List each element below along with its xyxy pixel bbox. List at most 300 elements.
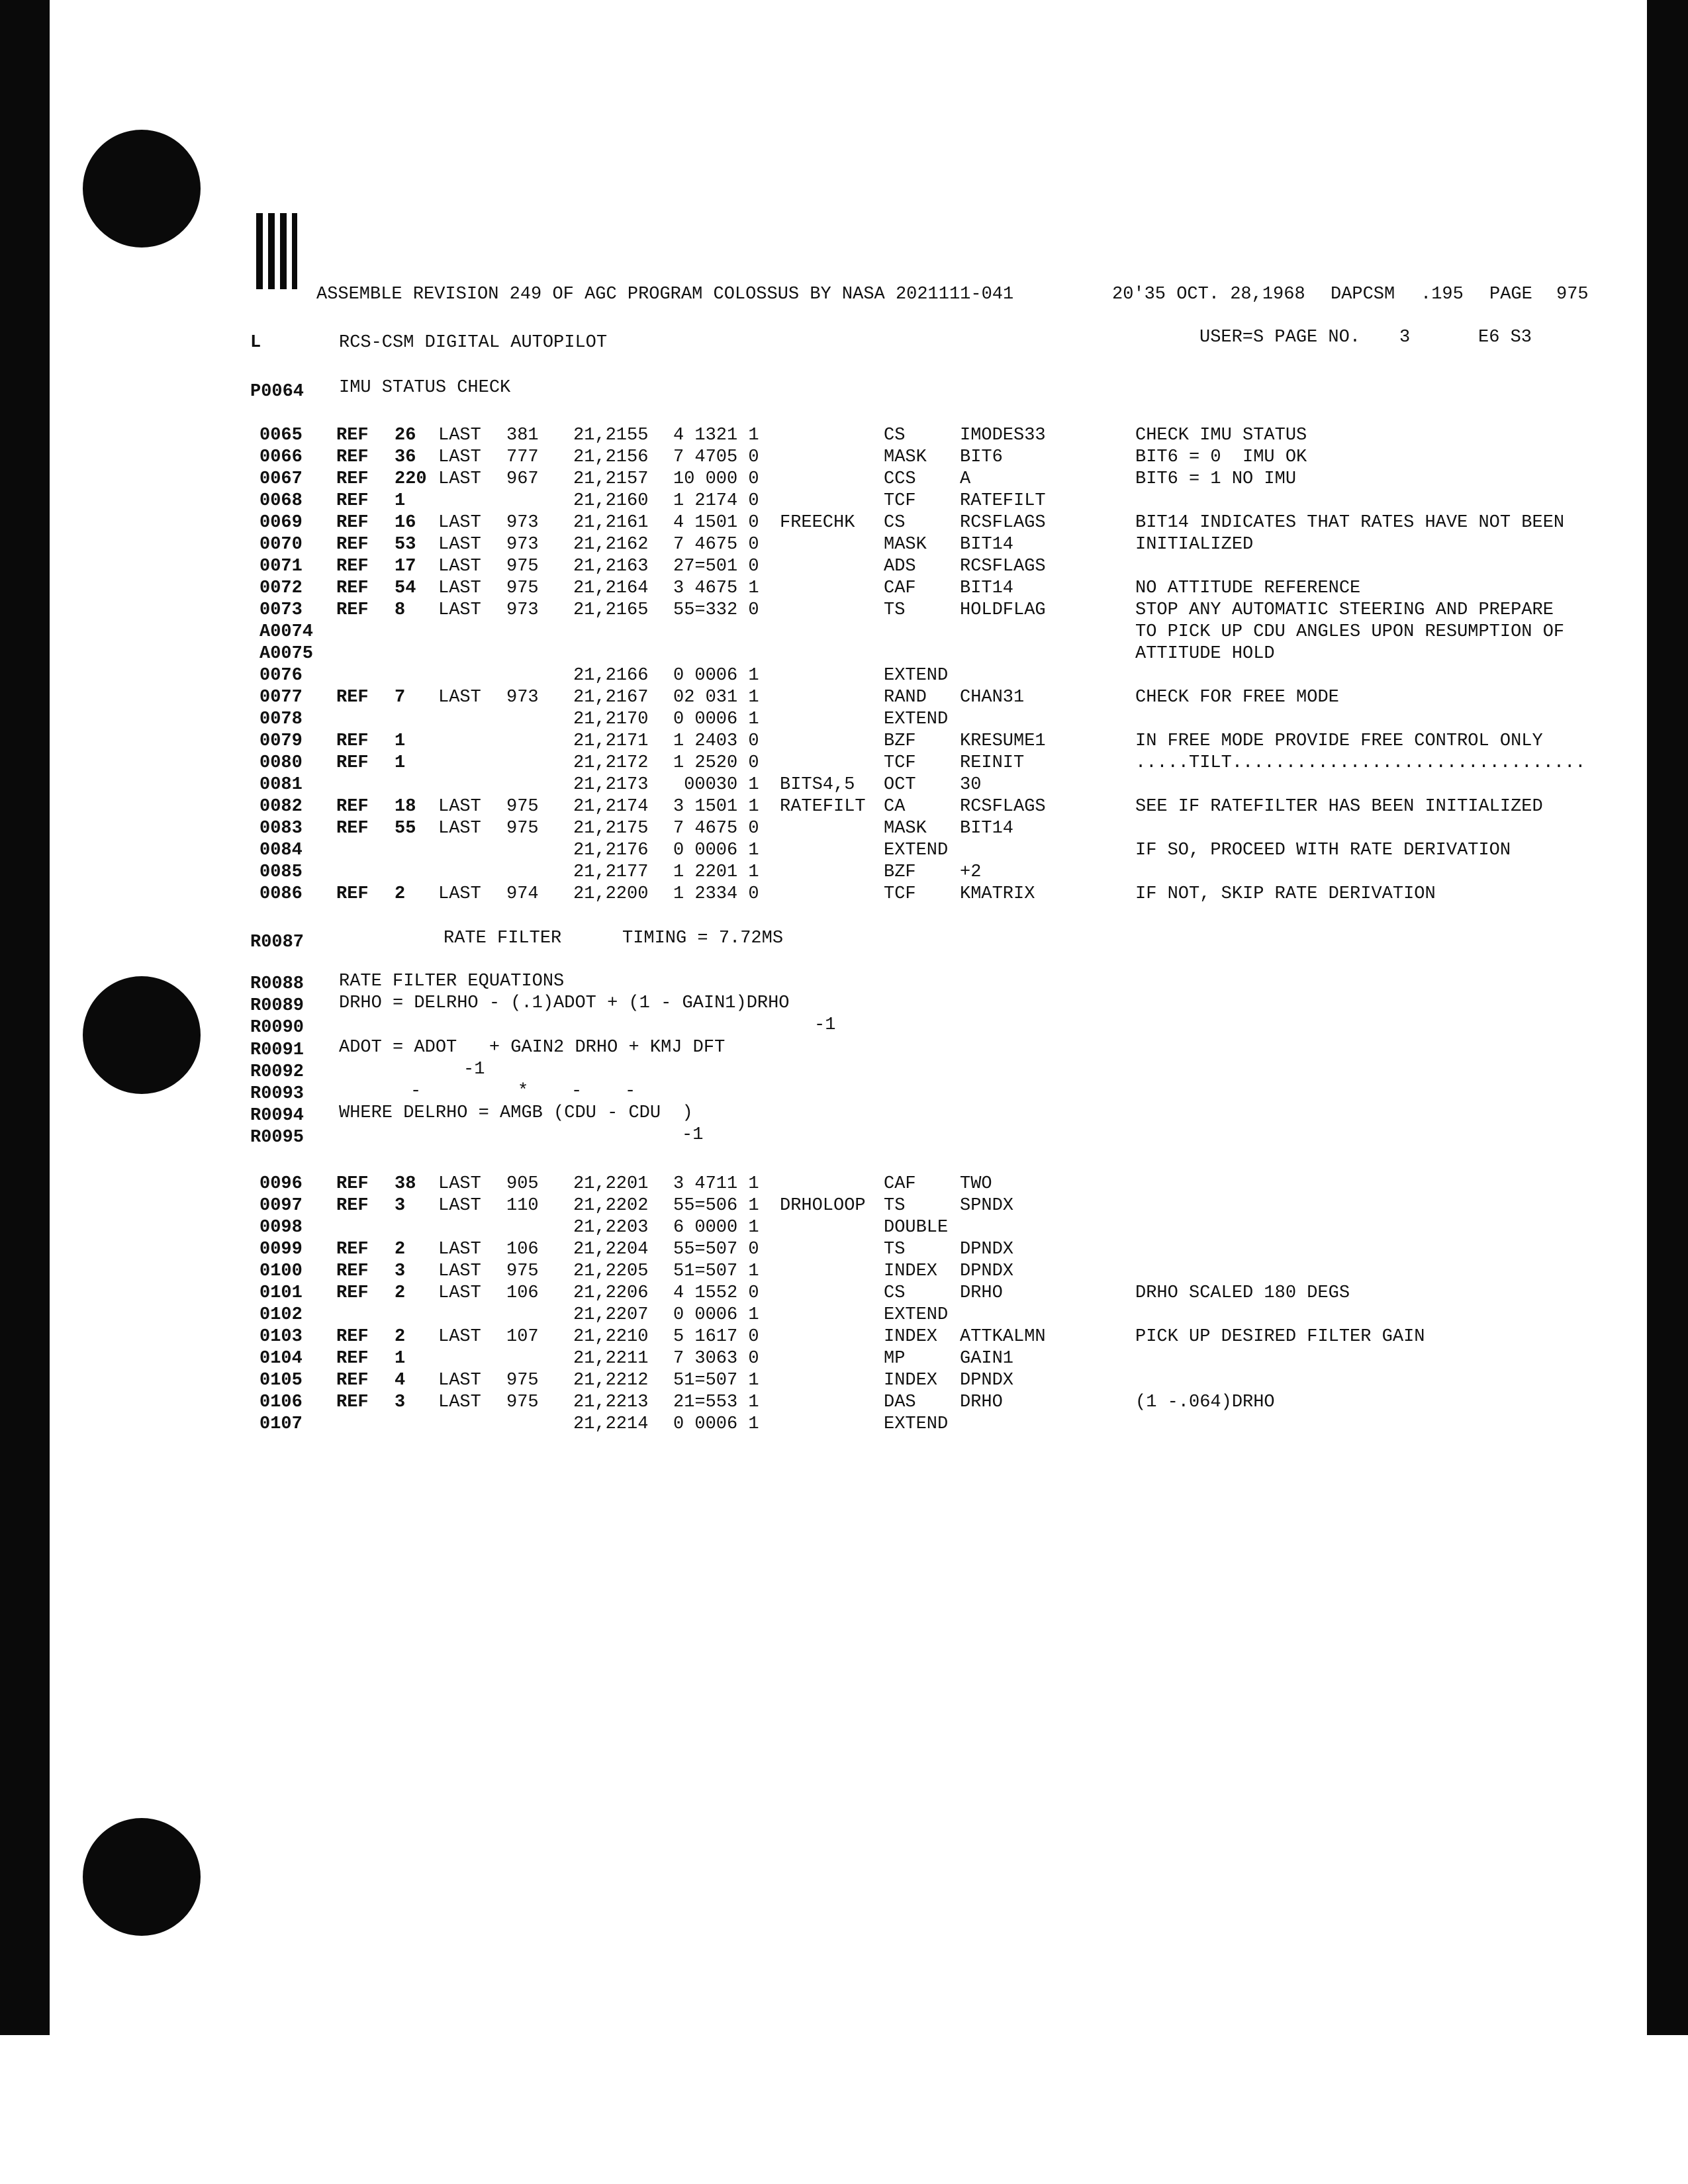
line-number: 0067 xyxy=(259,469,303,489)
section-title: RCS-CSM DIGITAL AUTOPILOT xyxy=(339,333,608,353)
ref-keyword: REF xyxy=(336,1261,369,1281)
user-page-number: 3 xyxy=(1399,328,1411,347)
address: 21,2163 xyxy=(573,557,649,576)
last-line: 975 xyxy=(506,797,539,817)
last-keyword: LAST xyxy=(438,819,481,839)
user-page-label: USER=S PAGE NO. xyxy=(1199,328,1361,347)
opcode: MASK xyxy=(884,447,927,467)
opcode: OCT xyxy=(884,775,916,795)
header-module: DAPCSM xyxy=(1331,285,1395,304)
address: 21,2170 xyxy=(573,709,649,729)
octal-code: 0 0006 1 xyxy=(673,666,759,686)
equation-text: -1 xyxy=(463,1060,485,1079)
line-number: 0065 xyxy=(259,426,303,445)
line-id: R0091 xyxy=(250,1040,305,1060)
last-line: 110 xyxy=(506,1196,539,1216)
line-id: R0094 xyxy=(250,1106,305,1126)
operand: KMATRIX xyxy=(960,884,1035,904)
operand: TWO xyxy=(960,1174,992,1194)
comment: BIT14 INDICATES THAT RATES HAVE NOT BEEN xyxy=(1135,513,1565,533)
opcode: CA xyxy=(884,797,906,817)
line-number: 0077 xyxy=(259,688,303,707)
last-line: 973 xyxy=(506,600,539,620)
opcode: MASK xyxy=(884,535,927,555)
line-number: 0073 xyxy=(259,600,303,620)
line-number: 0078 xyxy=(259,709,303,729)
address: 21,2177 xyxy=(573,862,649,882)
line-id: R0089 xyxy=(250,996,305,1016)
ref-count: 3 xyxy=(395,1196,406,1216)
opcode: DOUBLE xyxy=(884,1218,949,1238)
header-number: .195 xyxy=(1421,285,1464,304)
ref-count: 16 xyxy=(395,513,416,533)
ref-count: 18 xyxy=(395,797,416,817)
operand: ATTKALMN xyxy=(960,1327,1046,1347)
operand: RCSFLAGS xyxy=(960,557,1046,576)
operand: DPNDX xyxy=(960,1371,1014,1390)
operand: CHAN31 xyxy=(960,688,1025,707)
opcode: MASK xyxy=(884,819,927,839)
octal-code: 4 1552 0 xyxy=(673,1283,759,1303)
ref-count: 26 xyxy=(395,426,416,445)
ref-count: 2 xyxy=(395,1283,406,1303)
address: 21,2212 xyxy=(573,1371,649,1390)
opcode: BZF xyxy=(884,731,916,751)
ref-count: 1 xyxy=(395,753,406,773)
binder-mark xyxy=(256,213,263,289)
address: 21,2174 xyxy=(573,797,649,817)
last-line: 777 xyxy=(506,447,539,467)
operand: DPNDX xyxy=(960,1261,1014,1281)
line-number: 0070 xyxy=(259,535,303,555)
line-number: 0079 xyxy=(259,731,303,751)
comment: IN FREE MODE PROVIDE FREE CONTROL ONLY xyxy=(1135,731,1543,751)
opcode: TS xyxy=(884,1196,906,1216)
line-id: R0093 xyxy=(250,1084,305,1104)
line-number: A0075 xyxy=(259,644,314,664)
octal-code: 3 4711 1 xyxy=(673,1174,759,1194)
line-id: P0064 xyxy=(250,382,305,402)
binder-mark xyxy=(268,213,275,289)
operand: KRESUME1 xyxy=(960,731,1046,751)
line-number: 0069 xyxy=(259,513,303,533)
operand: RATEFILT xyxy=(960,491,1046,511)
line-number: 0101 xyxy=(259,1283,303,1303)
opcode: TS xyxy=(884,600,906,620)
comment: .....TILT................................. xyxy=(1135,753,1586,773)
octal-code: 1 2174 0 xyxy=(673,491,759,511)
operand: RCSFLAGS xyxy=(960,797,1046,817)
opcode: CAF xyxy=(884,1174,916,1194)
line-number: 0066 xyxy=(259,447,303,467)
ref-count: 4 xyxy=(395,1371,406,1390)
equation-text: WHERE DELRHO = AMGB (CDU - CDU ) xyxy=(339,1103,693,1123)
last-line: 381 xyxy=(506,426,539,445)
comment: TO PICK UP CDU ANGLES UPON RESUMPTION OF xyxy=(1135,622,1565,642)
last-line: 975 xyxy=(506,578,539,598)
line-number: A0074 xyxy=(259,622,314,642)
line-number: 0105 xyxy=(259,1371,303,1390)
octal-code: 0 0006 1 xyxy=(673,709,759,729)
ref-keyword: REF xyxy=(336,600,369,620)
octal-code: 00030 1 xyxy=(673,775,759,795)
opcode: EXTEND xyxy=(884,666,949,686)
ref-keyword: REF xyxy=(336,426,369,445)
line-number: 0096 xyxy=(259,1174,303,1194)
opcode: CS xyxy=(884,513,906,533)
last-line: 106 xyxy=(506,1283,539,1303)
octal-code: 3 1501 1 xyxy=(673,797,759,817)
line-id: R0087 xyxy=(250,933,305,952)
opcode: INDEX xyxy=(884,1371,938,1390)
ref-count: 1 xyxy=(395,731,406,751)
address: 21,2167 xyxy=(573,688,649,707)
last-line: 107 xyxy=(506,1327,539,1347)
last-keyword: LAST xyxy=(438,447,481,467)
comment: PICK UP DESIRED FILTER GAIN xyxy=(1135,1327,1425,1347)
address: 21,2162 xyxy=(573,535,649,555)
address: 21,2157 xyxy=(573,469,649,489)
ref-keyword: REF xyxy=(336,797,369,817)
last-line: 975 xyxy=(506,557,539,576)
octal-code: 1 2334 0 xyxy=(673,884,759,904)
scan-edge-right xyxy=(1647,0,1688,2035)
address: 21,2165 xyxy=(573,600,649,620)
line-prefix: L xyxy=(250,333,261,353)
ref-count: 3 xyxy=(395,1392,406,1412)
last-line: 905 xyxy=(506,1174,539,1194)
octal-code: 21=553 1 xyxy=(673,1392,759,1412)
line-number: 0084 xyxy=(259,841,303,860)
comment: SEE IF RATEFILTER HAS BEEN INITIALIZED xyxy=(1135,797,1543,817)
opcode: RAND xyxy=(884,688,927,707)
opcode: TS xyxy=(884,1240,906,1259)
equation-text: ADOT = ADOT + GAIN2 DRHO + KMJ DFT xyxy=(339,1038,726,1058)
binder-mark xyxy=(280,213,287,289)
octal-code: 1 2520 0 xyxy=(673,753,759,773)
line-number: 0080 xyxy=(259,753,303,773)
opcode: EXTEND xyxy=(884,1414,949,1434)
address: 21,2172 xyxy=(573,753,649,773)
opcode: EXTEND xyxy=(884,1305,949,1325)
octal-code: 7 3063 0 xyxy=(673,1349,759,1369)
address: 21,2161 xyxy=(573,513,649,533)
last-keyword: LAST xyxy=(438,1283,481,1303)
operand: REINIT xyxy=(960,753,1025,773)
octal-code: 0 0006 1 xyxy=(673,841,759,860)
scan-edge-left xyxy=(0,0,50,2035)
comment: BIT6 = 1 NO IMU xyxy=(1135,469,1297,489)
ref-count: 2 xyxy=(395,1327,406,1347)
operand: BIT6 xyxy=(960,447,1003,467)
ref-keyword: REF xyxy=(336,447,369,467)
last-line: 975 xyxy=(506,819,539,839)
address: 21,2202 xyxy=(573,1196,649,1216)
octal-code: 55=332 0 xyxy=(673,600,759,620)
octal-code: 7 4705 0 xyxy=(673,447,759,467)
ref-count: 38 xyxy=(395,1174,416,1194)
line-number: 0102 xyxy=(259,1305,303,1325)
last-keyword: LAST xyxy=(438,1261,481,1281)
address: 21,2213 xyxy=(573,1392,649,1412)
ref-keyword: REF xyxy=(336,1240,369,1259)
octal-code: 51=507 1 xyxy=(673,1371,759,1390)
octal-code: 4 1501 0 xyxy=(673,513,759,533)
last-line: 975 xyxy=(506,1261,539,1281)
equation-text: - * - - xyxy=(410,1081,636,1101)
octal-code: 02 031 1 xyxy=(673,688,759,707)
octal-code: 1 2201 1 xyxy=(673,862,759,882)
octal-code: 55=507 0 xyxy=(673,1240,759,1259)
ref-keyword: REF xyxy=(336,1327,369,1347)
octal-code: 0 0006 1 xyxy=(673,1305,759,1325)
punch-hole-top xyxy=(83,130,201,248)
comment: INITIALIZED xyxy=(1135,535,1254,555)
operand: BIT14 xyxy=(960,578,1014,598)
comment: ATTITUDE HOLD xyxy=(1135,644,1275,664)
line-number: 0106 xyxy=(259,1392,303,1412)
octal-code: 3 4675 1 xyxy=(673,578,759,598)
last-keyword: LAST xyxy=(438,1196,481,1216)
ref-keyword: REF xyxy=(336,491,369,511)
operand: DPNDX xyxy=(960,1240,1014,1259)
octal-code: 7 4675 0 xyxy=(673,535,759,555)
ref-keyword: REF xyxy=(336,1174,369,1194)
last-line: 975 xyxy=(506,1392,539,1412)
last-line: 975 xyxy=(506,1371,539,1390)
equation-text: -1 xyxy=(814,1015,836,1035)
ref-keyword: REF xyxy=(336,557,369,576)
line-number: 0083 xyxy=(259,819,303,839)
opcode: TCF xyxy=(884,491,916,511)
last-keyword: LAST xyxy=(438,535,481,555)
last-keyword: LAST xyxy=(438,1392,481,1412)
operand: IMODES33 xyxy=(960,426,1046,445)
address: 21,2210 xyxy=(573,1327,649,1347)
opcode: DAS xyxy=(884,1392,916,1412)
last-line: 973 xyxy=(506,535,539,555)
opcode: BZF xyxy=(884,862,916,882)
ref-keyword: REF xyxy=(336,884,369,904)
last-keyword: LAST xyxy=(438,1327,481,1347)
octal-code: 51=507 1 xyxy=(673,1261,759,1281)
ref-count: 2 xyxy=(395,884,406,904)
opcode: EXTEND xyxy=(884,841,949,860)
line-number: 0082 xyxy=(259,797,303,817)
ref-keyword: REF xyxy=(336,513,369,533)
comment: STOP ANY AUTOMATIC STEERING AND PREPARE xyxy=(1135,600,1554,620)
line-number: 0100 xyxy=(259,1261,303,1281)
last-keyword: LAST xyxy=(438,1240,481,1259)
ref-keyword: REF xyxy=(336,753,369,773)
last-line: 106 xyxy=(506,1240,539,1259)
line-id: R0092 xyxy=(250,1062,305,1082)
line-number: 0099 xyxy=(259,1240,303,1259)
ref-keyword: REF xyxy=(336,819,369,839)
ref-count: 17 xyxy=(395,557,416,576)
opcode: TCF xyxy=(884,753,916,773)
line-number: 0103 xyxy=(259,1327,303,1347)
last-keyword: LAST xyxy=(438,884,481,904)
line-id: R0088 xyxy=(250,974,305,994)
line-number: 0072 xyxy=(259,578,303,598)
last-keyword: LAST xyxy=(438,797,481,817)
last-keyword: LAST xyxy=(438,600,481,620)
comment: DRHO SCALED 180 DEGS xyxy=(1135,1283,1350,1303)
ref-count: 2 xyxy=(395,1240,406,1259)
address: 21,2203 xyxy=(573,1218,649,1238)
header-page-label: PAGE xyxy=(1489,285,1532,304)
equation-text: -1 xyxy=(682,1125,704,1145)
ref-keyword: REF xyxy=(336,535,369,555)
octal-code: 55=506 1 xyxy=(673,1196,759,1216)
line-number: 0076 xyxy=(259,666,303,686)
comment: BIT6 = 0 IMU OK xyxy=(1135,447,1307,467)
rate-filter-title: RATE FILTER xyxy=(444,929,562,948)
comment: IF SO, PROCEED WITH RATE DERIVATION xyxy=(1135,841,1511,860)
assembly-header: ASSEMBLE REVISION 249 OF AGC PROGRAM COLOSSUS BY NASA 2021111-041 xyxy=(316,285,1014,304)
equation-text: RATE FILTER EQUATIONS xyxy=(339,972,565,991)
line-number: 0085 xyxy=(259,862,303,882)
operand: BIT14 xyxy=(960,535,1014,555)
last-keyword: LAST xyxy=(438,1174,481,1194)
opcode: EXTEND xyxy=(884,709,949,729)
operand: GAIN1 xyxy=(960,1349,1014,1369)
ref-count: 3 xyxy=(395,1261,406,1281)
address: 21,2214 xyxy=(573,1414,649,1434)
ref-keyword: REF xyxy=(336,1196,369,1216)
last-keyword: LAST xyxy=(438,557,481,576)
line-number: 0104 xyxy=(259,1349,303,1369)
header-datetime: 20'35 OCT. 28,1968 xyxy=(1112,285,1305,304)
opcode: CS xyxy=(884,1283,906,1303)
address: 21,2171 xyxy=(573,731,649,751)
opcode: MP xyxy=(884,1349,906,1369)
code-label: DRHOLOOP xyxy=(780,1196,866,1216)
ref-count: 1 xyxy=(395,491,406,511)
address: 21,2175 xyxy=(573,819,649,839)
code-label: RATEFILT xyxy=(780,797,866,817)
comment: CHECK IMU STATUS xyxy=(1135,426,1307,445)
octal-code: 6 0000 1 xyxy=(673,1218,759,1238)
address: 21,2207 xyxy=(573,1305,649,1325)
address: 21,2206 xyxy=(573,1283,649,1303)
ref-count: 53 xyxy=(395,535,416,555)
opcode: INDEX xyxy=(884,1327,938,1347)
operand: DRHO xyxy=(960,1283,1003,1303)
address: 21,2166 xyxy=(573,666,649,686)
opcode: ADS xyxy=(884,557,916,576)
address: 21,2176 xyxy=(573,841,649,860)
last-line: 973 xyxy=(506,688,539,707)
ref-keyword: REF xyxy=(336,1392,369,1412)
opcode: CCS xyxy=(884,469,916,489)
address: 21,2204 xyxy=(573,1240,649,1259)
line-id: R0095 xyxy=(250,1128,305,1148)
ref-count: 7 xyxy=(395,688,406,707)
comment: NO ATTITUDE REFERENCE xyxy=(1135,578,1361,598)
octal-code: 10 000 0 xyxy=(673,469,759,489)
address: 21,2173 xyxy=(573,775,649,795)
line-number: 0107 xyxy=(259,1414,303,1434)
octal-code: 7 4675 0 xyxy=(673,819,759,839)
octal-code: 4 1321 1 xyxy=(673,426,759,445)
ref-count: 1 xyxy=(395,1349,406,1369)
operand: 30 xyxy=(960,775,982,795)
last-keyword: LAST xyxy=(438,1371,481,1390)
ref-count: 220 xyxy=(395,469,427,489)
binder-mark xyxy=(292,213,297,289)
octal-code: 0 0006 1 xyxy=(673,1414,759,1434)
line-number: 0097 xyxy=(259,1196,303,1216)
line-number: 0086 xyxy=(259,884,303,904)
ref-keyword: REF xyxy=(336,688,369,707)
ref-count: 55 xyxy=(395,819,416,839)
operand: +2 xyxy=(960,862,982,882)
punch-hole-middle xyxy=(83,976,201,1094)
octal-code: 27=501 0 xyxy=(673,557,759,576)
punch-hole-bottom xyxy=(83,1818,201,1936)
address: 21,2156 xyxy=(573,447,649,467)
header-page-number: 975 xyxy=(1556,285,1589,304)
ref-keyword: REF xyxy=(336,578,369,598)
operand: A xyxy=(960,469,971,489)
ref-count: 8 xyxy=(395,600,406,620)
operand: DRHO xyxy=(960,1392,1003,1412)
operand: SPNDX xyxy=(960,1196,1014,1216)
operand: RCSFLAGS xyxy=(960,513,1046,533)
opcode: TCF xyxy=(884,884,916,904)
ref-keyword: REF xyxy=(336,1371,369,1390)
header-extra: E6 S3 xyxy=(1478,328,1532,347)
address: 21,2200 xyxy=(573,884,649,904)
address: 21,2160 xyxy=(573,491,649,511)
code-label: BITS4,5 xyxy=(780,775,855,795)
equation-text: DRHO = DELRHO - (.1)ADOT + (1 - GAIN1)DRHO xyxy=(339,993,790,1013)
opcode: INDEX xyxy=(884,1261,938,1281)
ref-keyword: REF xyxy=(336,1283,369,1303)
ref-keyword: REF xyxy=(336,469,369,489)
ref-keyword: REF xyxy=(336,1349,369,1369)
last-line: 973 xyxy=(506,513,539,533)
line-number: 0068 xyxy=(259,491,303,511)
last-keyword: LAST xyxy=(438,688,481,707)
ref-count: 54 xyxy=(395,578,416,598)
address: 21,2201 xyxy=(573,1174,649,1194)
comment: IF NOT, SKIP RATE DERIVATION xyxy=(1135,884,1436,904)
ref-keyword: REF xyxy=(336,731,369,751)
line-number: 0071 xyxy=(259,557,303,576)
operand: BIT14 xyxy=(960,819,1014,839)
last-keyword: LAST xyxy=(438,426,481,445)
last-keyword: LAST xyxy=(438,578,481,598)
line-id: R0090 xyxy=(250,1018,305,1038)
address: 21,2155 xyxy=(573,426,649,445)
code-label: FREECHK xyxy=(780,513,855,533)
last-keyword: LAST xyxy=(438,469,481,489)
opcode: CAF xyxy=(884,578,916,598)
imu-status-check-title: IMU STATUS CHECK xyxy=(339,378,511,398)
address: 21,2211 xyxy=(573,1349,649,1369)
comment: CHECK FOR FREE MODE xyxy=(1135,688,1339,707)
operand: HOLDFLAG xyxy=(960,600,1046,620)
line-number: 0098 xyxy=(259,1218,303,1238)
ref-count: 36 xyxy=(395,447,416,467)
octal-code: 5 1617 0 xyxy=(673,1327,759,1347)
last-line: 974 xyxy=(506,884,539,904)
rate-filter-timing: TIMING = 7.72MS xyxy=(622,929,784,948)
address: 21,2205 xyxy=(573,1261,649,1281)
